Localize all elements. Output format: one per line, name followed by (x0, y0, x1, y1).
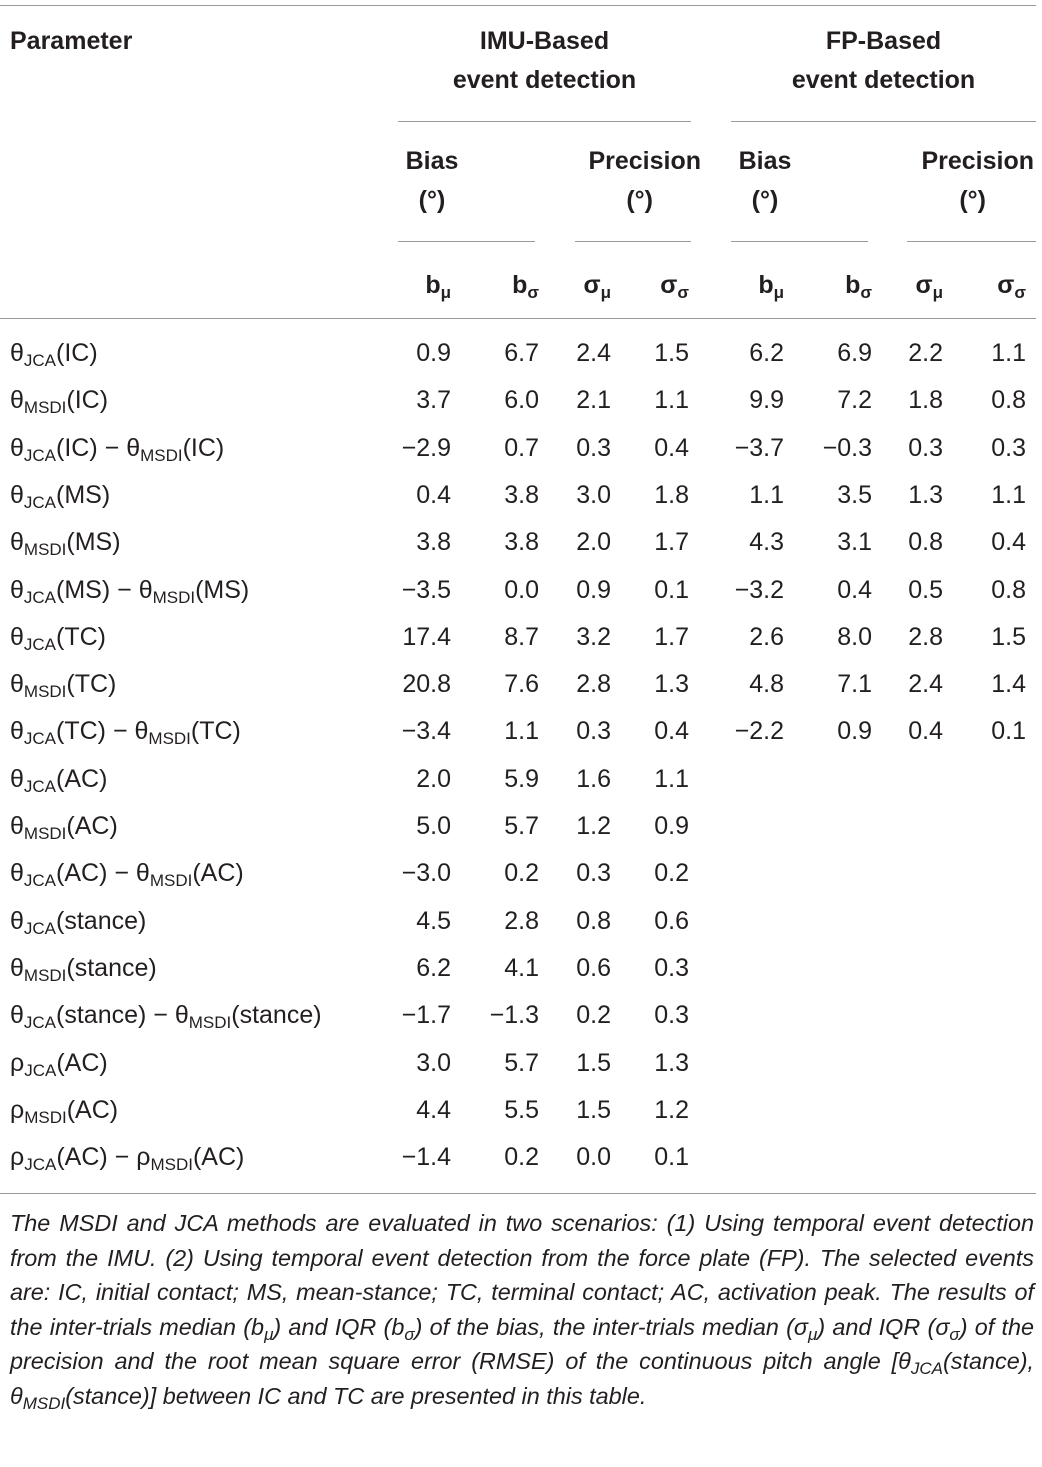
sub-header-5 (738, 266, 784, 305)
param-symbol: θ (10, 859, 24, 887)
param-symbol: θ (10, 576, 24, 604)
fp-group-header-line1: FP-Based (825, 27, 942, 55)
table-cell: 4.3 (749, 528, 784, 556)
table-row-parameter (10, 1095, 118, 1125)
param-symbol: ρ (10, 1143, 25, 1171)
table-row-parameter (10, 622, 106, 652)
param-symbol: ρ (10, 1096, 25, 1124)
param-event: (MS) (56, 481, 111, 509)
param-subscript: JCA (23, 588, 57, 607)
param-subscript: JCA (23, 871, 57, 890)
param-subscript: JCA (24, 1061, 57, 1080)
param-subscript: JCA (23, 446, 57, 465)
table-cell: 3.1 (837, 528, 872, 556)
fp-bias-label: Bias (738, 147, 792, 175)
table-cell: 0.3 (576, 717, 611, 745)
param-symbol: θ (10, 717, 24, 745)
param-symbol: θ (138, 576, 153, 604)
table-cell: 1.5 (576, 1049, 611, 1077)
imu-bias-label: Bias (405, 147, 459, 175)
param-event: (TC) (56, 623, 107, 651)
table-cell: 9.9 (749, 386, 784, 414)
param-symbol: θ (134, 717, 149, 745)
table-cell: 2.0 (416, 765, 451, 793)
param-subscript: JCA (23, 1013, 57, 1032)
table-cell: 4.4 (416, 1096, 451, 1124)
sub-header-base: σ (583, 271, 601, 299)
caption-subscript: MSDI (22, 1393, 66, 1413)
caption-text: (stance), θ (10, 1348, 1034, 1409)
table-cell: 1.5 (991, 623, 1026, 651)
table-cell: 1.5 (576, 1096, 611, 1124)
param-symbol: θ (135, 859, 150, 887)
table-cell: 0.4 (654, 434, 689, 462)
sub-header-7 (897, 266, 943, 305)
table-cell: 0.7 (504, 434, 539, 462)
table-cell: 0.1 (654, 576, 689, 604)
param-event: (AC) (66, 1096, 119, 1124)
table-cell: 6.9 (837, 339, 872, 367)
table-cell: 3.0 (576, 481, 611, 509)
table-cell: 0.3 (576, 434, 611, 462)
table-cell: 5.0 (416, 812, 451, 840)
param-event: (AC) − (56, 859, 136, 887)
table-row-parameter (10, 480, 110, 510)
table-row-parameter (10, 764, 107, 794)
table-cell: 1.4 (991, 670, 1026, 698)
param-subscript: MSDI (149, 871, 193, 890)
table-cell: 1.1 (504, 717, 539, 745)
table-row-parameter (10, 575, 249, 605)
table-cell: 1.1 (991, 481, 1026, 509)
param-event: (MS) − (56, 576, 139, 604)
param-event: (AC) (56, 765, 108, 793)
table-row-parameter (10, 906, 146, 936)
table-cell: 1.1 (654, 386, 689, 414)
caption-text: ) of the bias, the inter-trials median (σ (414, 1313, 809, 1340)
sub-header-subscript: σ (1014, 283, 1026, 302)
table-cell: −1.7 (401, 1001, 451, 1029)
table-cell: 0.6 (576, 954, 611, 982)
table-cell: 7.1 (837, 670, 872, 698)
param-event: (MS) (195, 576, 250, 604)
imu-group-header-line2: event detection (452, 66, 637, 94)
table-cell: 6.2 (749, 339, 784, 367)
table-cell: 1.1 (991, 339, 1026, 367)
param-event: (AC) (192, 1143, 245, 1171)
table-cell: 0.5 (908, 576, 943, 604)
param-symbol: θ (10, 339, 24, 367)
table-cell: 1.6 (576, 765, 611, 793)
sub-header-base: b (758, 271, 774, 299)
table-cell: 1.2 (654, 1096, 689, 1124)
table-cell: 0.4 (991, 528, 1026, 556)
caption-text: ) and IQR (σ (817, 1313, 950, 1340)
caption-subscript: σ (949, 1324, 960, 1344)
table-cell: 2.0 (576, 528, 611, 556)
table-cell: 3.8 (504, 481, 539, 509)
param-event: (IC) (182, 434, 225, 462)
fp-group-header (731, 22, 1036, 100)
table-row-parameter (10, 1142, 244, 1172)
caption-subscript: μ (808, 1324, 818, 1344)
table-cell: 0.2 (504, 1143, 539, 1171)
fp-group-header-line2: event detection (791, 66, 976, 94)
param-event: (AC) (66, 812, 118, 840)
table-cell: 0.4 (416, 481, 451, 509)
table-cell: 5.7 (504, 1049, 539, 1077)
sub-header-subscript: σ (527, 283, 539, 302)
param-symbol: θ (10, 481, 24, 509)
table-cell: 1.3 (908, 481, 943, 509)
imu-group-header (398, 22, 691, 100)
fp-precision-header (904, 142, 1034, 220)
param-subscript: MSDI (23, 824, 67, 843)
table-cell: 2.6 (749, 623, 784, 651)
sub-header-base: b (425, 271, 441, 299)
table-cell: 0.3 (576, 859, 611, 887)
table-cell: 6.7 (504, 339, 539, 367)
table-cell: 4.5 (416, 907, 451, 935)
table-top-rule (0, 5, 1036, 6)
param-event: (stance) (56, 907, 147, 935)
sub-header-subscript: μ (440, 283, 451, 302)
table-cell: 0.1 (991, 717, 1026, 745)
fp-bias-unit: (°) (751, 186, 779, 214)
table-cell: 0.9 (576, 576, 611, 604)
sub-header-subscript: μ (773, 283, 784, 302)
table-cell: −0.3 (822, 434, 872, 462)
param-subscript: JCA (23, 493, 57, 512)
table-cell: 0.3 (908, 434, 943, 462)
table-cell: 0.6 (654, 907, 689, 935)
param-subscript: MSDI (23, 398, 67, 417)
table-row-parameter (10, 716, 241, 746)
param-event: (TC) − (56, 717, 135, 745)
table-cell: 20.8 (402, 670, 451, 698)
table-cell: 0.0 (576, 1143, 611, 1171)
table-cell: 2.8 (908, 623, 943, 651)
param-subscript: JCA (23, 729, 57, 748)
caption-subscript: σ (404, 1324, 415, 1344)
table-cell: 1.3 (654, 1049, 689, 1077)
table-cell: 0.0 (504, 576, 539, 604)
imu-group-rule (398, 121, 691, 122)
fp-bias-rule (731, 241, 868, 242)
table-cell: 0.4 (654, 717, 689, 745)
caption-text: The MSDI and JCA methods are evaluated in two scenarios: (1) Using temporal event detection from the IMU. (2) Using temporal event detection from the force plate (FP). The selected events are: IC, initial contact; MS, mean-stance; TC, terminal contact; AC, activation peak. The results of the inter-trials median (b (10, 1210, 1034, 1340)
table-cell: 3.2 (576, 623, 611, 651)
sub-header-subscript: μ (600, 283, 611, 302)
table-cell: 1.5 (654, 339, 689, 367)
table-cell: 3.8 (416, 528, 451, 556)
param-symbol: ρ (136, 1143, 151, 1171)
caption-text: (stance)] between IC and TC are presented in this table. (65, 1382, 647, 1409)
param-symbol: θ (126, 434, 141, 462)
sub-header-3 (565, 266, 611, 305)
sub-header-subscript: μ (932, 283, 943, 302)
table-cell: 7.2 (837, 386, 872, 414)
table-cell: 0.9 (837, 717, 872, 745)
table-cell: 6.0 (504, 386, 539, 414)
table-cell: 0.3 (654, 954, 689, 982)
table-cell: 0.4 (837, 576, 872, 604)
table-cell: 2.8 (576, 670, 611, 698)
table-cell: −3.4 (401, 717, 451, 745)
imu-bias-rule (398, 241, 535, 242)
param-event: (IC) − (56, 434, 127, 462)
param-subscript: MSDI (23, 540, 67, 559)
sub-header-base: σ (997, 271, 1015, 299)
param-subscript: MSDI (152, 588, 196, 607)
param-event: (MS) (66, 528, 121, 556)
param-subscript: JCA (23, 777, 57, 796)
param-subscript: MSDI (148, 729, 191, 748)
param-symbol: θ (10, 765, 24, 793)
sub-header-2 (493, 266, 539, 305)
param-symbol: θ (10, 670, 24, 698)
imu-precision-rule (575, 241, 691, 242)
table-cell: 1.2 (576, 812, 611, 840)
param-symbol: θ (10, 623, 24, 651)
param-subscript: JCA (23, 351, 57, 370)
param-subscript: JCA (23, 635, 57, 654)
table-cell: 0.2 (504, 859, 539, 887)
table-cell: 0.3 (654, 1001, 689, 1029)
table-cell: 5.5 (504, 1096, 539, 1124)
table-row-parameter (10, 385, 108, 415)
param-subscript: MSDI (150, 1155, 193, 1174)
table-bottom-rule (0, 1193, 1036, 1194)
param-symbol: θ (10, 434, 24, 462)
table-cell: 1.3 (654, 670, 689, 698)
table-cell: 3.8 (504, 528, 539, 556)
imu-bias-header (392, 142, 472, 220)
param-event: (TC) (190, 717, 241, 745)
param-event: (TC) (66, 670, 117, 698)
param-symbol: θ (10, 528, 24, 556)
table-row-parameter (10, 527, 121, 557)
table-cell: 5.9 (504, 765, 539, 793)
param-subscript: MSDI (23, 966, 67, 985)
param-symbol: ρ (10, 1049, 25, 1077)
table-cell: 2.2 (908, 339, 943, 367)
table-cell: 0.2 (654, 859, 689, 887)
fp-group-rule (731, 121, 1036, 122)
imu-precision-unit: (°) (626, 186, 653, 214)
table-cell: 0.1 (654, 1143, 689, 1171)
table-cell: 3.0 (416, 1049, 451, 1077)
table-cell: −3.0 (401, 859, 451, 887)
sub-header-8 (980, 266, 1026, 305)
imu-bias-unit: (°) (418, 186, 446, 214)
sub-header-base: σ (915, 271, 933, 299)
table-cell: 8.0 (837, 623, 872, 651)
param-event: (AC) (192, 859, 244, 887)
param-event: (stance) − (56, 1001, 175, 1029)
fp-bias-header (725, 142, 805, 220)
table-cell: 3.7 (416, 386, 451, 414)
caption-subscript: μ (264, 1324, 274, 1344)
header-bottom-rule (0, 318, 1036, 319)
param-symbol: θ (10, 907, 24, 935)
param-symbol: θ (10, 386, 24, 414)
param-event: (IC) (56, 339, 98, 367)
table-cell: 1.1 (749, 481, 784, 509)
table-row-parameter (10, 433, 224, 463)
param-symbol: θ (10, 1001, 24, 1029)
sub-header-4 (643, 266, 689, 305)
param-symbol: θ (10, 954, 24, 982)
table-row-parameter (10, 1000, 322, 1030)
table-cell: 8.7 (504, 623, 539, 651)
table-cell: 2.4 (576, 339, 611, 367)
table-cell: 0.8 (576, 907, 611, 935)
table-cell: −2.9 (401, 434, 451, 462)
sub-header-base: b (512, 271, 528, 299)
param-subscript: MSDI (24, 1108, 67, 1127)
table-cell: 0.4 (908, 717, 943, 745)
table-cell: 2.4 (908, 670, 943, 698)
param-subscript: MSDI (140, 446, 183, 465)
param-event: (stance) (231, 1001, 322, 1029)
parameter-header: Parameter (10, 27, 133, 55)
table-cell: −3.7 (734, 434, 784, 462)
table-cell: 0.2 (576, 1001, 611, 1029)
table-cell: −1.4 (401, 1143, 451, 1171)
imu-precision-header (571, 142, 701, 220)
table-cell: 2.8 (504, 907, 539, 935)
caption-text: ) and IQR (b (273, 1313, 405, 1340)
imu-precision-label: Precision (588, 147, 701, 175)
table-cell: 4.8 (749, 670, 784, 698)
table-cell: −2.2 (734, 717, 784, 745)
sub-header-1 (405, 266, 451, 305)
sub-header-6 (826, 266, 872, 305)
table-cell: 6.2 (416, 954, 451, 982)
param-symbol: θ (10, 812, 24, 840)
caption-subscript: JCA (910, 1359, 943, 1378)
table-row-parameter (10, 858, 244, 888)
table-row-parameter (10, 1048, 108, 1078)
param-event: (stance) (66, 954, 157, 982)
fp-precision-label: Precision (921, 147, 1034, 175)
table-cell: 1.8 (654, 481, 689, 509)
sub-header-subscript: σ (860, 283, 872, 302)
param-event: (AC) (56, 1049, 108, 1077)
table-cell: 1.1 (654, 765, 689, 793)
param-subscript: JCA (23, 919, 57, 938)
param-symbol: θ (174, 1001, 189, 1029)
table-cell: 4.1 (504, 954, 539, 982)
imu-group-header-line1: IMU-Based (479, 27, 610, 55)
table-cell: 0.9 (654, 812, 689, 840)
table-cell: 0.8 (991, 576, 1026, 604)
sub-header-base: b (845, 271, 861, 299)
table-caption (10, 1206, 1034, 1413)
table-cell: −3.5 (401, 576, 451, 604)
table-cell: 17.4 (402, 623, 451, 651)
table-cell: 1.8 (908, 386, 943, 414)
table-row-parameter (10, 953, 157, 983)
sub-header-base: σ (660, 271, 678, 299)
table-row-parameter (10, 338, 98, 368)
table-row-parameter (10, 811, 118, 841)
caption-text: ) of the precision and the root mean square error (RMSE) of the continuous pitch angle [θ (10, 1313, 1035, 1374)
table-cell: 7.6 (504, 670, 539, 698)
table-cell: 0.8 (908, 528, 943, 556)
param-subscript: MSDI (188, 1013, 232, 1032)
table-cell: −1.3 (489, 1001, 539, 1029)
param-event: (AC) − (56, 1143, 137, 1171)
table-cell: 5.7 (504, 812, 539, 840)
sub-header-subscript: σ (677, 283, 689, 302)
table-cell: 3.5 (837, 481, 872, 509)
fp-precision-unit: (°) (959, 186, 986, 214)
table-row-parameter (10, 669, 116, 699)
table-cell: 0.3 (991, 434, 1026, 462)
table-cell: 0.8 (991, 386, 1026, 414)
param-event: (IC) (66, 386, 109, 414)
table-cell: 1.7 (654, 528, 689, 556)
table-cell: 2.1 (576, 386, 611, 414)
table-cell: 0.9 (416, 339, 451, 367)
table-cell: 1.7 (654, 623, 689, 651)
fp-precision-rule (907, 241, 1036, 242)
param-subscript: MSDI (23, 682, 67, 701)
table-cell: −3.2 (734, 576, 784, 604)
param-subscript: JCA (24, 1155, 57, 1174)
